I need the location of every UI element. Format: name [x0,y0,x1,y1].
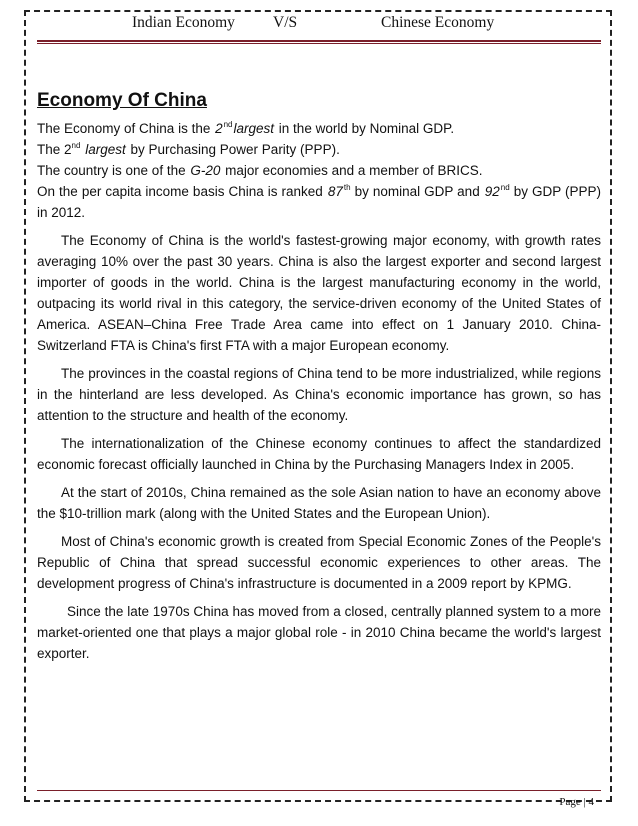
rank-suffix: th [343,183,351,192]
rank-number: 92 [484,184,500,199]
header-right-text: Chinese Economy [381,14,495,31]
footer-rule [37,790,601,791]
page-number: Page | 4 [559,796,594,808]
paragraph: The internationalization of the Chinese economy continues to affect the standardized economic forecast officially launched in China by the Purchasing Managers Index in 2005. [37,436,601,472]
intro-line-3 [37,160,601,181]
paragraph: Most of China's economic growth is created from Special Economic Zones of the People's Republic of China that spread successful economic experiences to other areas. The development progress of China's infrastructure is documented in a 2009 report by KPMG. [37,534,601,591]
paragraph: The Economy of China is the world's fastest-growing major economy, with growth rates averaging 10% over the past 30 years. China is also the largest exporter and second largest importer of goods in the world. China is the largest manufacturing economy in the world, outpacing its world rival in this category, the service-driven economy of the United States of America. ASEAN–China Free Trade Area came into effect on 1 January 2010. China-Switzerland FTA is China's first FTA with a major European economy. [37,233,601,353]
intro-text: by nominal GDP and [350,184,484,199]
header-left-text: Indian Economy [132,14,235,31]
intro-text: major economies and a member of BRICS. [221,163,483,178]
g20-term: G-20 [190,163,221,178]
intro-line-2 [37,139,601,160]
intro-line-1 [37,118,601,139]
header-middle-text: V/S [273,14,298,31]
intro-text: by GDP (PPP) in 2012. [37,184,602,220]
header-rule [37,40,601,44]
intro-text: by Purchasing Power Parity (PPP). [126,142,340,157]
section-title: Economy Of China [37,90,207,111]
intro-block [37,118,601,223]
intro-line-4 [37,181,601,223]
paragraph: At the start of 2010s, China remained as the sole Asian nation to have an economy above the $10-trillion mark (along with the United States and the European Union). [37,485,601,521]
rank-suffix: nd [71,141,81,150]
rank-number: 2 [215,121,223,136]
rank-suffix: nd [223,120,233,129]
rank-word: largest [85,142,126,157]
rank-word: largest [233,121,275,136]
intro-text: On the per capita income basis China is ranked [37,184,327,199]
page-header [0,14,638,38]
document-body [37,88,601,664]
paragraph: Since the late 1970s China has moved from a closed, centrally planned system to a more market-oriented one that plays a major global role - in 2010 China became the world's largest exporter. [37,604,601,661]
rank-number: 87 [327,184,343,199]
intro-text: The 2 [37,142,72,157]
rank-suffix: nd [500,183,510,192]
intro-text: in the world by Nominal GDP. [275,121,455,136]
paragraph: The provinces in the coastal regions of China tend to be more industrialized, while regions in the hinterland are less developed. As China's economic importance has grown, so has attention to the structure and health of the economy. [37,366,601,423]
intro-text: The Economy of China is the [37,121,215,136]
intro-text: The country is one of the [37,163,190,178]
